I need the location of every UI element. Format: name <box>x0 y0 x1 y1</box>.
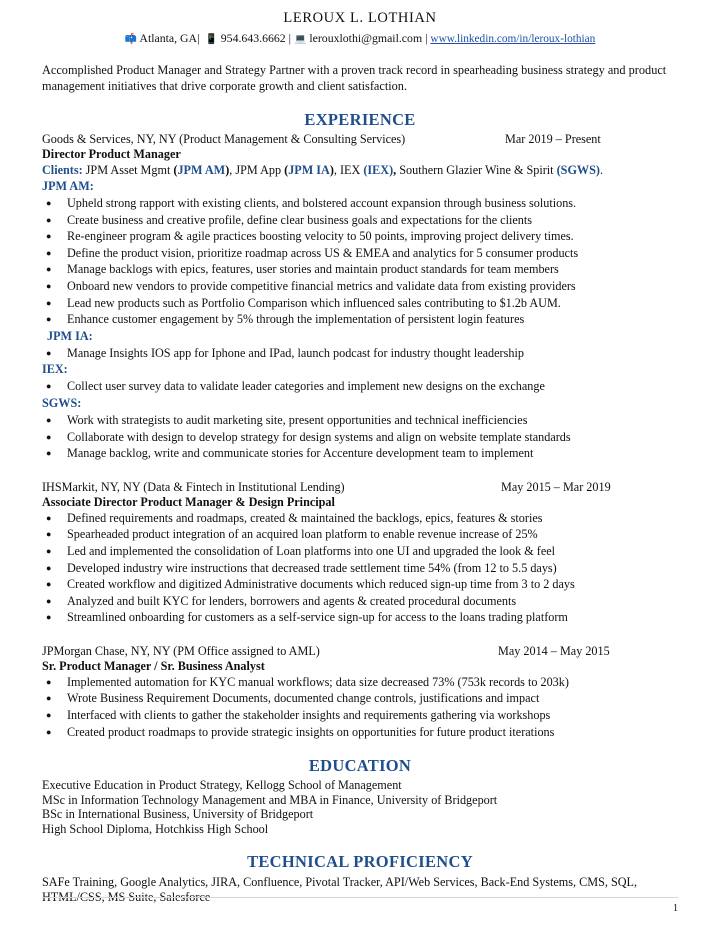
technical-skills: SAFe Training, Google Analytics, JIRA, Confluence, Pivotal Tracker, API/Web Services, Back-End Systems, CMS, SQL, HTML/CSS, MS Suite, Salesforce <box>42 875 638 904</box>
job-entry <box>42 643 678 740</box>
client-name: JPM App <box>235 163 282 177</box>
bullet-list <box>42 510 678 626</box>
client-group-label: SGWS: <box>42 395 82 410</box>
job-company: IHSMarkit, NY, NY (Data & Fintech in Institutional Lending) <box>42 479 345 494</box>
phone: 954.643.6662 <box>220 31 286 45</box>
list-item: ● Work with strategists to audit marketing site, present opportunities and technical inefficiencies <box>46 412 528 427</box>
list-item: ● Onboard new vendors to provide competitive financial metrics and validate data from existing providers <box>46 278 576 293</box>
list-item: ● Upheld strong rapport with existing clients, and bolstered account expansion through business solutions. <box>46 196 577 210</box>
education-item: High School Diploma, Hotchkiss High School <box>42 821 269 836</box>
bullet-list <box>42 674 678 740</box>
client-name: IEX <box>339 163 361 177</box>
education-item: BSc in International Business, University of Bridgeport <box>42 807 314 822</box>
bullet-list <box>42 412 678 462</box>
education-list <box>42 778 678 836</box>
client-separator: , <box>393 163 400 177</box>
job-header <box>42 643 678 659</box>
client-name: JPM Asset Mgmt <box>85 163 171 177</box>
job-dates: May 2015 – Mar 2019 <box>501 479 611 494</box>
list-item: ● Created product roadmaps to provide strategic insights on opportunities for future product iterations <box>46 724 555 739</box>
mailbox-icon: 📫 <box>124 34 138 45</box>
client-separator: , <box>333 163 340 177</box>
email: lerouxlothi@gmail.com <box>309 31 423 45</box>
client-group-label: JPM AM: <box>42 179 94 193</box>
candidate-name: LEROUX L. LOTHIAN <box>283 11 437 24</box>
page-number: 1 <box>673 903 678 914</box>
clients-label: Clients: <box>42 163 83 177</box>
job-header <box>42 479 678 495</box>
client-code: JPM AM <box>177 163 226 177</box>
technical-section <box>42 875 678 904</box>
list-item: ● Streamlined onboarding for customers as a self-service sign-up for access to the loans trading platform <box>46 610 568 625</box>
bullet-list <box>42 345 678 362</box>
bullet-list <box>42 195 678 328</box>
list-item: ● Interfaced with clients to gather the stakeholder insights and requirements gathering via workshops <box>46 708 551 723</box>
job-dates: Mar 2019 – Present <box>505 132 601 146</box>
list-item: ● Collect user survey data to validate leader categories and implement new designs on the exchange <box>46 379 545 394</box>
list-item: ● Created workflow and digitized Administrative documents which reduced sign-up time from 3 to 2 days <box>46 577 575 592</box>
bullet-list <box>42 378 678 395</box>
client-separator: . <box>599 163 604 177</box>
list-item: ● Create business and creative profile, define clear business goals and expectations for the clients <box>46 212 532 227</box>
location: Atlanta, GA <box>139 31 198 45</box>
client-code: JPM IA <box>288 163 330 177</box>
resume-page <box>42 0 678 904</box>
client-separator: , <box>229 163 236 177</box>
job-role: Associate Director Product Manager & Design Principal <box>42 494 335 509</box>
job-role: Director Product Manager <box>42 147 181 161</box>
list-item: ● Define the product vision, prioritize roadmap across US & EMEA and analytics for 5 consumer products <box>46 245 579 260</box>
separator: | <box>425 31 428 45</box>
list-item: ● Wrote Business Requirement Documents, documented change controls, justifications and impact <box>46 691 540 706</box>
list-item: ● Re-engineer program & agile practices boosting velocity to 50 points, improving project delivery times. <box>46 229 574 244</box>
job-role: Sr. Product Manager / Sr. Business Analyst <box>42 658 265 673</box>
client-code: IEX <box>367 163 390 177</box>
client-code: SGWS <box>560 163 596 177</box>
list-item: ● Implemented automation for KYC manual workflows; data size decreased 73% (753k records to 203k) <box>46 674 569 689</box>
job-entry <box>42 131 678 462</box>
list-item: ● Manage backlogs with epics, features, user stories and maintain product standards for team members <box>46 262 559 277</box>
list-item: ● Defined requirements and roadmaps, created & maintained the backlogs, epics, features & stories <box>46 510 543 525</box>
phone-icon: 📱 <box>205 34 218 45</box>
experience-heading: EXPERIENCE <box>304 110 416 129</box>
clients-line: Clients: JPM Asset Mgmt (JPM AM), JPM App (JPM IA), IEX (IEX), Southern Glazier Wine & Spirit (SGWS). <box>42 163 604 177</box>
summary: Accomplished Product Manager and Strategy Partner with a proven track record in spearheading business strategy and product management initiatives that drive corporate growth and client satisfaction. <box>42 63 667 93</box>
job-header <box>42 131 678 147</box>
separator: | <box>197 31 200 45</box>
list-item: ● Spearheaded product integration of an acquired loan platform to enable revenue increase of 25% <box>46 527 538 542</box>
list-item: ● Manage Insights IOS app for Iphone and IPad, launch podcast for industry thought leadership <box>46 345 524 360</box>
contact-line <box>42 31 678 47</box>
list-item: ● Lead new products such as Portfolio Comparison which influenced sales contributing to $1.2b AUM. <box>46 295 561 310</box>
job-dates: May 2014 – May 2015 <box>498 643 610 658</box>
client-group-label: IEX: <box>42 362 68 377</box>
list-item: ● Enhance customer engagement by 5% through the implementation of persistent login features <box>46 312 525 327</box>
laptop-icon: 💻 <box>293 34 307 45</box>
technical-heading: TECHNICAL PROFICIENCY <box>247 852 473 872</box>
list-item: ● Led and implemented the consolidation of Loan platforms into one UI and upgraded the look & feel <box>46 543 556 558</box>
footer-divider <box>42 897 678 898</box>
list-item: ● Analyzed and built KYC for lenders, borrowers and agents & created procedural documents <box>46 593 517 608</box>
education-item: MSc in Information Technology Management and MBA in Finance, University of Bridgeport <box>42 792 498 807</box>
job-entry <box>42 479 678 626</box>
client-group-label: JPM IA: <box>47 328 93 343</box>
list-item: ● Collaborate with design to develop strategy for design systems and align on website template standards <box>46 429 571 444</box>
education-item: Executive Education in Product Strategy, Kellogg School of Management <box>42 778 402 793</box>
separator: | <box>288 31 291 45</box>
job-company: JPMorgan Chase, NY, NY (PM Office assigned to AML) <box>42 643 320 658</box>
client-name: Southern Glazier Wine & Spirit <box>399 163 554 177</box>
job-company: Goods & Services, NY, NY (Product Management & Consulting Services) <box>42 132 406 146</box>
list-item: ● Developed industry wire instructions that decreased trade settlement time 54% (from 12 to 5.5 days) <box>46 560 557 575</box>
list-item: ● Manage backlog, write and communicate stories for Accenture development team to implement <box>46 446 534 461</box>
education-heading: EDUCATION <box>308 756 412 776</box>
linkedin-link[interactable]: www.linkedin.com/in/leroux-lothian <box>430 33 596 45</box>
